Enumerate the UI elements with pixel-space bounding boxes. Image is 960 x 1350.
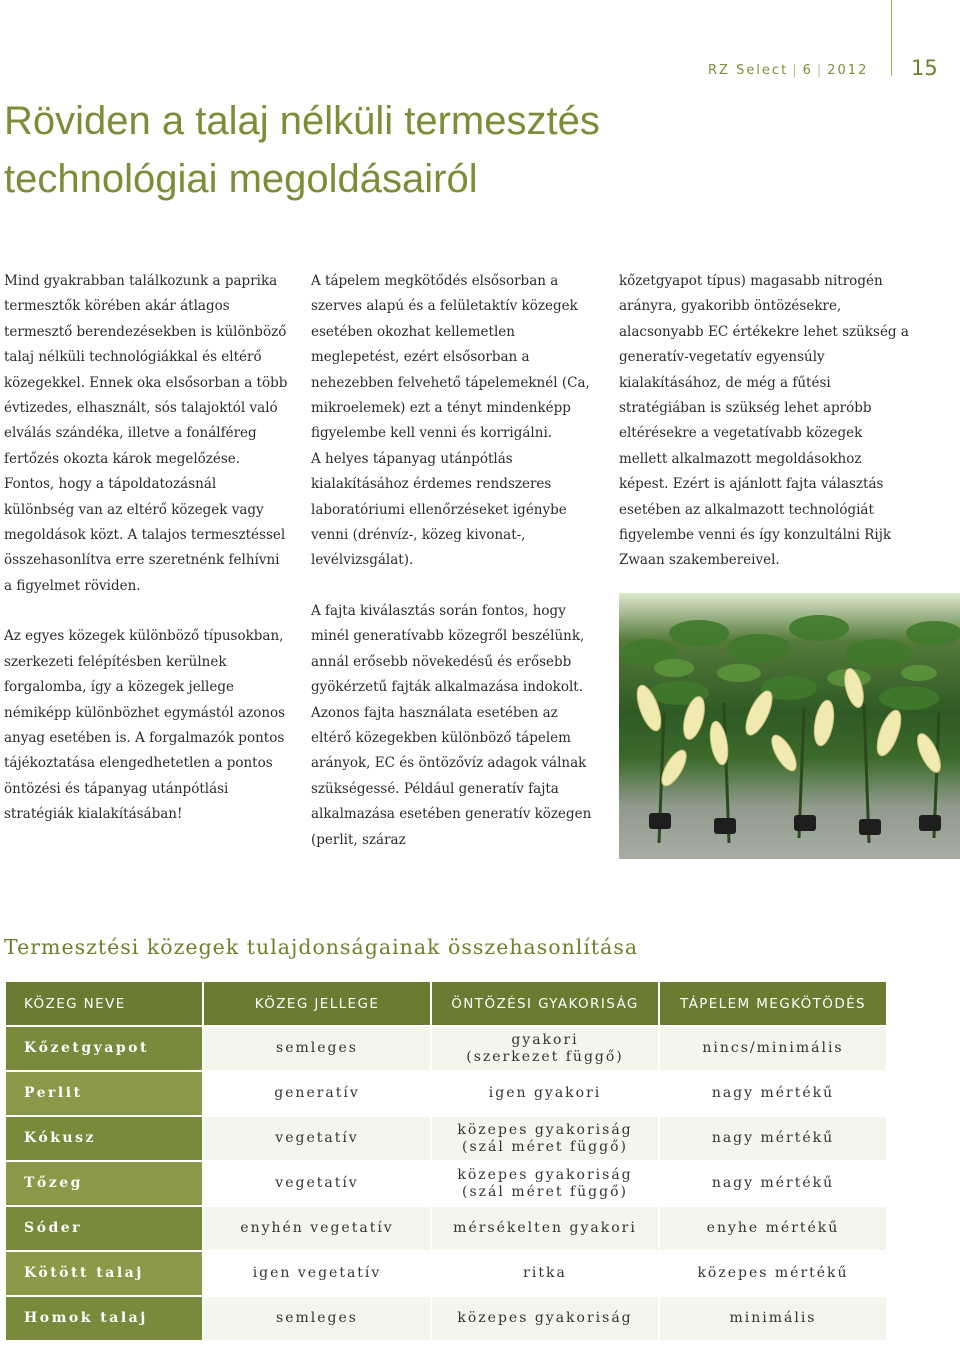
irrigation-frequency: gyakori (szerkezet függő) <box>432 1027 658 1070</box>
nutrient-binding: nagy mértékű <box>660 1117 886 1160</box>
paragraph: Mind gyakrabban találkozunk a paprika termesztők körében akár átlagos termesztő berendezésekben is különböző talaj nélküli technológiákkal és eltérő közegekkel. Ennek oka elsősorban a több évtizedes, elhasznált, sós talajoktól való elválás szándéka, illetve a fonálféreg fertőzés okozta károk megelőzése. Fontos, hogy a tápoldatozásnál különbség van az eltérő közegek vagy megoldások közt. A talajos termesztéssel összehasonlítva erre szeretnénk felhívni a figyelmet röviden. <box>4 273 288 594</box>
medium-name: Kókusz <box>6 1117 202 1160</box>
table-row <box>6 1252 886 1295</box>
header-irrigation-frequency: ÖNTÖZÉSI GYAKORISÁG <box>432 982 658 1025</box>
paragraph: A tápelem megkötődés elsősorban a szerves alapú és a felületaktív közegek esetében okozhat kellemetlen meglepetést, ezért elsősorban a nehezebben felvehető tápelemeknél (Ca, mikroelemek) ezt a tényt mindenképp figyelembe kell venni és korrigálni. <box>311 273 590 442</box>
table-header-row <box>6 982 886 1025</box>
nutrient-binding: közepes mértékű <box>660 1252 886 1295</box>
medium-name: Kötött talaj <box>6 1252 202 1295</box>
table-row <box>6 1072 886 1115</box>
irrigation-frequency: ritka <box>432 1252 658 1295</box>
medium-character: enyhén vegetatív <box>204 1207 430 1250</box>
paragraph: Az egyes közegek különböző típusokban, szerkezeti felépítésben kerülnek forgalomba, így a közegek jellege némiképp különbözhet egymástól azonos anyag esetében is. A forgalmazók pontos tájékoztatása elengedhetetlen a pontos öntözési és tápanyag utánpótlási stratégiák kialakításában! <box>4 628 286 823</box>
table-row <box>6 1162 886 1205</box>
medium-name: Homok talaj <box>6 1297 202 1340</box>
publication-name: RZ Select <box>708 63 789 78</box>
photo-illustration <box>619 593 960 859</box>
text-column-1 <box>4 269 289 828</box>
irrigation-frequency: közepes gyakoriság (szál méret függő) <box>432 1162 658 1205</box>
table-row <box>6 1117 886 1160</box>
header-medium-name: KÖZEG NEVE <box>6 982 202 1025</box>
growing-media-comparison-table <box>4 980 888 1342</box>
nutrient-binding: nagy mértékű <box>660 1072 886 1115</box>
paragraph: A fajta kiválasztás során fontos, hogy minél generatívabb közegről beszélünk, annál erősebb növekedésű és erősebb gyökérzetű fajták alkalmazása indokolt. Azonos fajta használata esetében az eltérő közegekben különböző tápelem arányok, EC és öntözővíz adagok válnak szükségessé. Például generatív fajta alkalmazása esetében generatív közegen (perlit, száraz <box>311 602 592 848</box>
medium-name: Sóder <box>6 1207 202 1250</box>
irrigation-frequency: közepes gyakoriság (szál méret függő) <box>432 1117 658 1160</box>
medium-character: semleges <box>204 1297 430 1340</box>
table-row <box>6 1297 886 1340</box>
medium-character: vegetatív <box>204 1162 430 1205</box>
text-column-2 <box>311 269 596 853</box>
paragraph: kőzetgyapot típus) magasabb nitrogén arányra, gyakoribb öntözésekre, alacsonyabb EC értékekre lehet szükség a generatív-vegetatív egyensúly kialakításához, de még a fűtési stratégiában is szükség lehet apróbb eltérésekre a vegetatívabb közegek mellett alkalmazott megoldásokhoz képest. Ezért is ajánlott fajta választás esetében az alkalmazott technológiát figyelembe venni és így konzultálni Rijk Zwaan szakembereivel. <box>619 273 909 569</box>
text-column-3 <box>619 269 909 574</box>
table-title: Termesztési közegek tulajdonságainak összehasonlítása <box>4 935 639 959</box>
medium-character: semleges <box>204 1027 430 1070</box>
irrigation-frequency: igen gyakori <box>432 1072 658 1115</box>
header-nutrient-binding: TÁPELEM MEGKÖTÖDÉS <box>660 982 886 1025</box>
table-row <box>6 1027 886 1070</box>
medium-character: vegetatív <box>204 1117 430 1160</box>
paragraph: A helyes tápanyag utánpótlás kialakításához érdemes rendszeres laboratóriumi ellenőrzéseket igénybe venni (drénvíz-, közeg kivonat-, levélvizsgálat). <box>311 450 567 569</box>
irrigation-frequency: közepes gyakoriság <box>432 1297 658 1340</box>
issue-number: 6 <box>802 63 813 78</box>
page-number: 15 <box>911 56 938 80</box>
medium-name: Tőzeg <box>6 1162 202 1205</box>
nutrient-binding: enyhe mértékű <box>660 1207 886 1250</box>
article-title: Röviden a talaj nélküli termesztés technológiai megoldásairól <box>4 99 600 201</box>
medium-character: igen vegetatív <box>204 1252 430 1295</box>
table-row <box>6 1207 886 1250</box>
publication-header: RZ Select | 6 | 2012 <box>708 63 869 78</box>
nutrient-binding: nagy mértékű <box>660 1162 886 1205</box>
nutrient-binding: nincs/minimális <box>660 1027 886 1070</box>
medium-name: Perlit <box>6 1072 202 1115</box>
medium-name: Kőzetgyapot <box>6 1027 202 1070</box>
pepper-plants-photo <box>619 593 960 859</box>
medium-character: generatív <box>204 1072 430 1115</box>
header-divider-line <box>891 0 892 76</box>
issue-year: 2012 <box>827 63 869 78</box>
nutrient-binding: minimális <box>660 1297 886 1340</box>
header-medium-character: KÖZEG JELLEGE <box>204 982 430 1025</box>
irrigation-frequency: mérsékelten gyakori <box>432 1207 658 1250</box>
